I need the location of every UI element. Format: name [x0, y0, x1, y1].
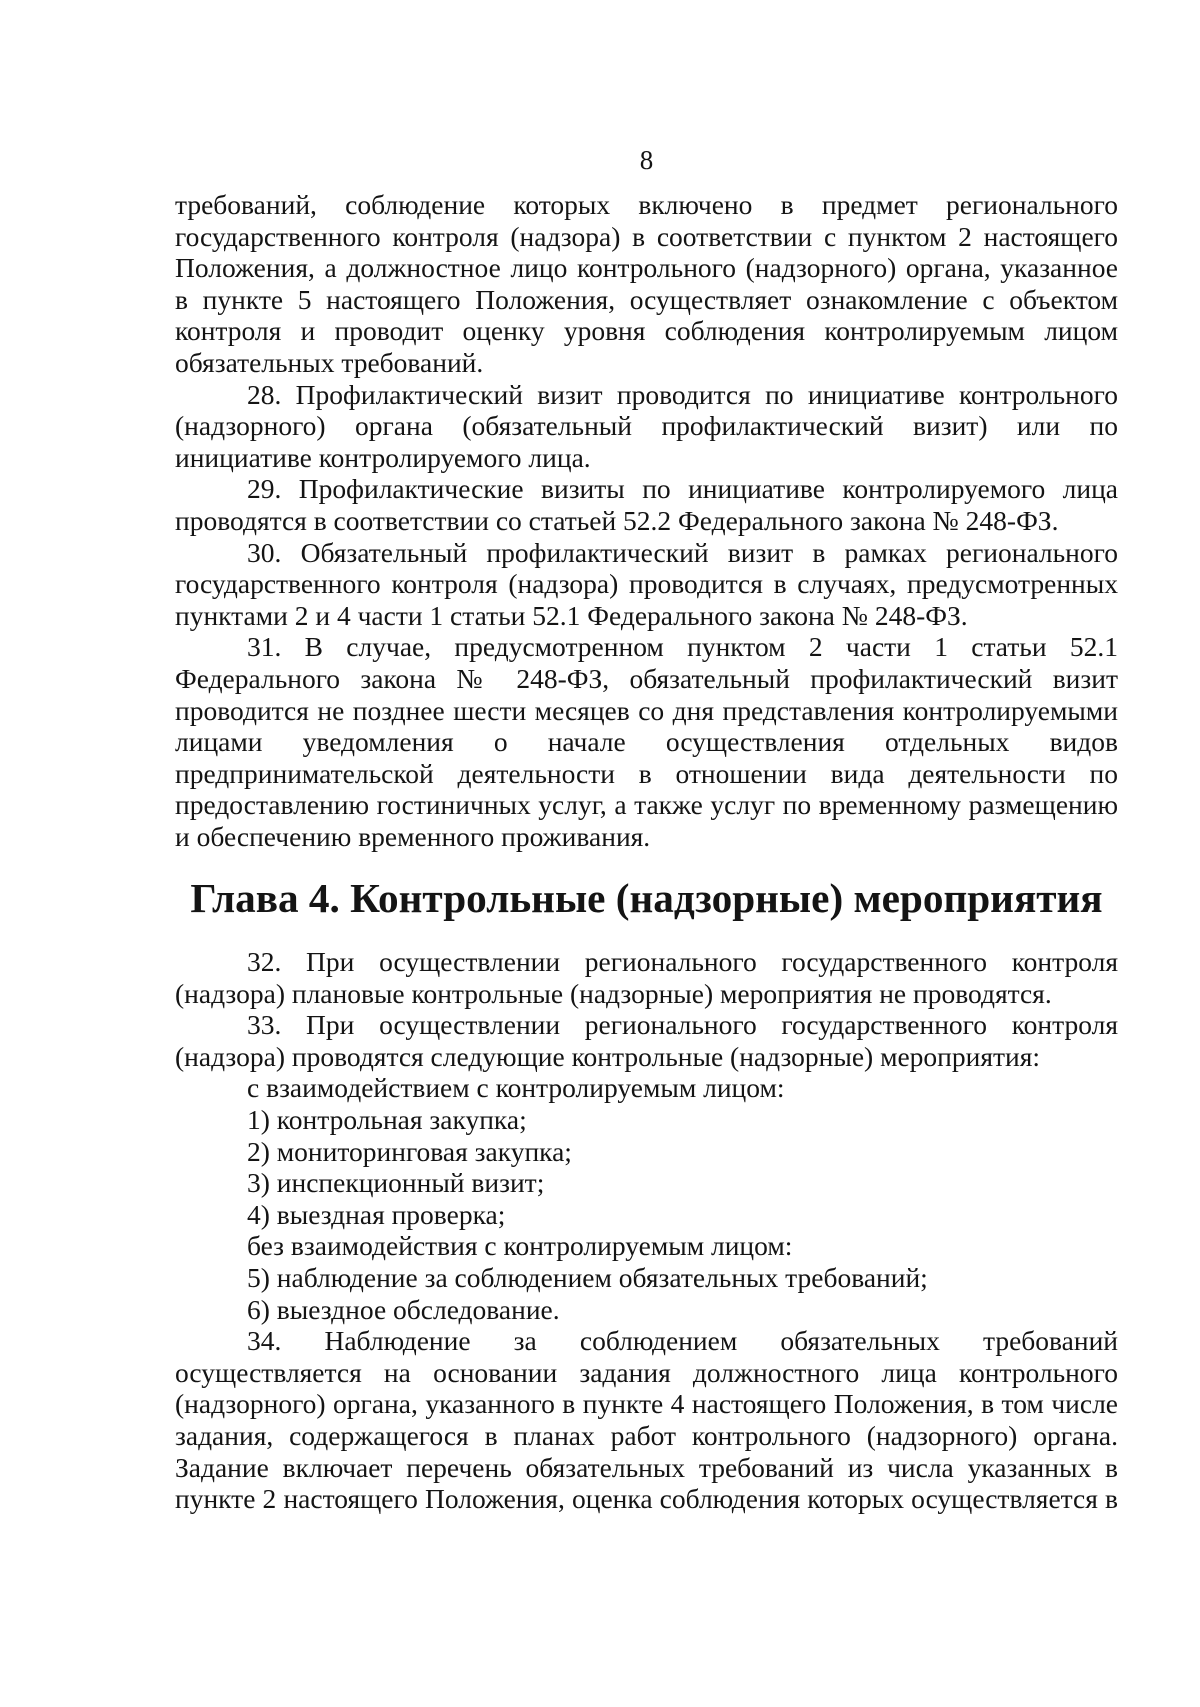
paragraph-30: 30. Обязательный профилактический визит в рамках регионального государственного контроля (надзора) проводится в случаях, предусмотренных пунктами 2 и 4 части 1 статьи 52.1 Федерального закона № 248-ФЗ.	[175, 536, 1118, 631]
list-item: 6) выездное обследование.	[247, 1293, 560, 1325]
paragraph-34: 34. Наблюдение за соблюдением обязательных требований осуществляется на основании задания должностного лица контрольного (надзорного) органа, указанного в пункте 4 настоящего Положения, в том числе задания, содержащегося в планах работ контрольного (надзорного) органа. Задание включает перечень обязательных требований из числа указанных в пункте 2 настоящего Положения, оценка соблюдения которых осуществляется в	[175, 1325, 1118, 1515]
paragraph-31: 31. В случае, предусмотренном пунктом 2 части 1 статьи 52.1 Федерального закона № 248-ФЗ, обязательный профилактический визит проводится не позднее шести месяцев со дня представления контролируемыми лицами уведомления о начале осуществления отдельных видов предпринимательской деятельности в отношении вида деятельности по предоставлению гостиничных услуг, а также услуг по временному размещению и обеспечению временного проживания.	[175, 631, 1118, 852]
list-item: 2) мониторинговая закупка;	[247, 1135, 572, 1167]
document-page	[175, 0, 1118, 1707]
list-label-with-interaction: с взаимодействием с контролируемым лицом:	[247, 1072, 785, 1104]
paragraph-29: 29. Профилактические визиты по инициативе контролируемого лица проводятся в соответствии со статьей 52.2 Федерального закона № 248-ФЗ.	[175, 473, 1118, 536]
list-item: 3) инспекционный визит;	[247, 1167, 545, 1199]
list-item: 4) выездная проверка;	[247, 1198, 506, 1230]
chapter-heading: Глава 4. Контрольные (надзорные) мероприятия	[190, 875, 1103, 922]
paragraph-continuation: требований, соблюдение которых включено в предмет регионального государственного контроля (надзора) в соответствии с пунктом 2 настоящего Положения, а должностное лицо контрольного (надзорного) органа, указанное в пункте 5 настоящего Положения, осуществляет ознакомление с объектом контроля и проводит оценку уровня соблюдения контролируемым лицом обязательных требований.	[175, 189, 1118, 378]
paragraph-28: 28. Профилактический визит проводится по инициативе контрольного (надзорного) органа (обязательный профилактический визит) или по инициативе контролируемого лица.	[175, 378, 1118, 473]
list-label-without-interaction: без взаимодействия с контролируемым лицом:	[247, 1230, 793, 1262]
list-item: 1) контрольная закупка;	[247, 1104, 527, 1136]
page-number: 8	[639, 145, 654, 175]
document-body	[175, 189, 1118, 1515]
paragraph-33: 33. При осуществлении регионального государственного контроля (надзора) проводятся следующие контрольные (надзорные) мероприятия:	[175, 1009, 1118, 1072]
paragraph-32: 32. При осуществлении регионального государственного контроля (надзора) плановые контрольные (надзорные) мероприятия не проводятся.	[175, 946, 1118, 1009]
list-item: 5) наблюдение за соблюдением обязательных требований;	[247, 1262, 928, 1293]
